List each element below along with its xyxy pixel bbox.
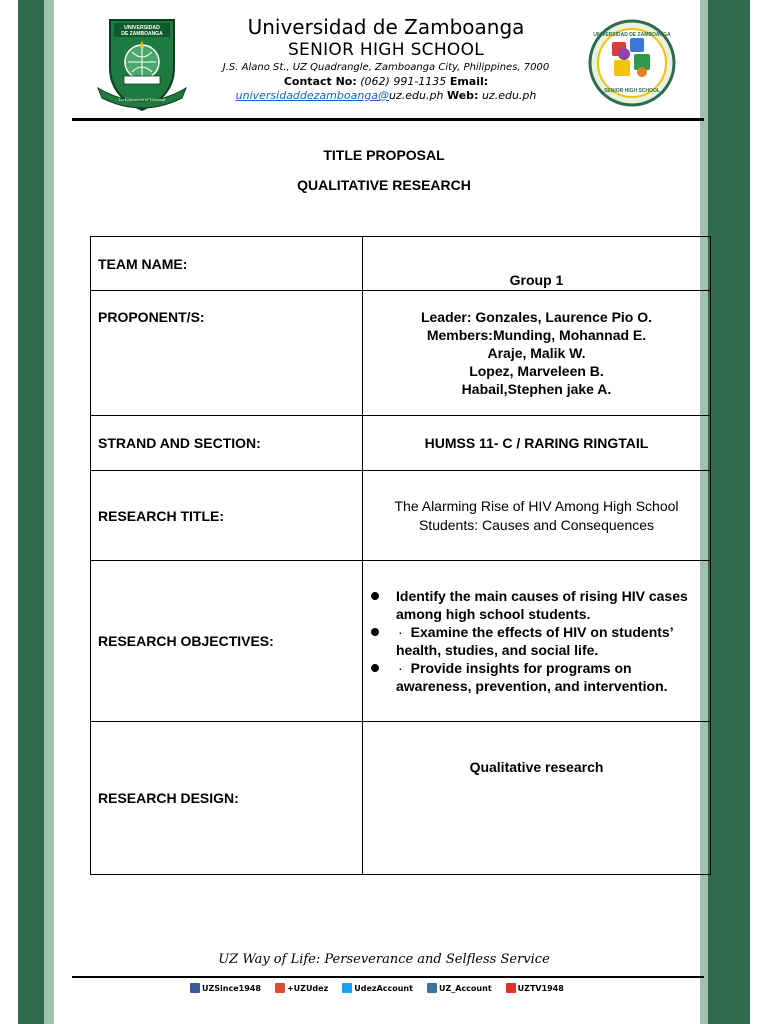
- contact-number: (062) 991-1135: [360, 75, 447, 88]
- objective-dot: ·: [398, 624, 403, 640]
- objectives-label: RESEARCH OBJECTIVES:: [91, 561, 363, 722]
- social-youtube[interactable]: [506, 983, 564, 993]
- design-label: RESEARCH DESIGN:: [91, 722, 363, 875]
- instagram-icon: [427, 983, 437, 993]
- university-name: Universidad de Zamboanga: [247, 15, 525, 39]
- objectives-list: [363, 587, 710, 695]
- social-twitter[interactable]: [342, 983, 413, 993]
- table-row: [91, 416, 711, 471]
- social-links: [190, 983, 590, 993]
- email-link[interactable]: universidaddezamboanga@: [235, 89, 390, 102]
- objectives-cell: [363, 561, 711, 722]
- table-row: [91, 561, 711, 722]
- objective-dot: ·: [398, 660, 403, 676]
- social-google-plus[interactable]: [275, 983, 328, 993]
- research-title-value: The Alarming Rise of HIV Among High School Students: Causes and Consequences: [363, 471, 711, 561]
- proponents-list: [363, 291, 711, 416]
- list-item: [371, 659, 694, 695]
- university-logo: [96, 18, 188, 119]
- list-item: [371, 587, 694, 623]
- table-row: [91, 237, 711, 291]
- table-row: [91, 722, 711, 875]
- objective-text: Identify the main causes of rising HIV cases among high school students.: [396, 588, 688, 622]
- email-web-line: [200, 89, 572, 103]
- footer-divider: [72, 976, 704, 978]
- document-title: TITLE PROPOSAL: [323, 147, 445, 163]
- social-label: UZSince1948: [202, 983, 261, 993]
- left-logo-lettering: UNIVERSIDAD: [124, 25, 160, 31]
- social-label: UdezAccount: [354, 983, 413, 993]
- objective-text: Examine the effects of HIV on students’ health, studies, and social life.: [396, 624, 673, 658]
- team-name-label: TEAM NAME:: [91, 237, 363, 291]
- header-divider: [72, 118, 704, 121]
- email-domain: uz.edu.ph: [389, 89, 444, 102]
- social-facebook[interactable]: [190, 983, 261, 993]
- right-logo-lettering: UNIVERSIDAD DE ZAMBOANGA: [593, 32, 671, 38]
- social-instagram[interactable]: [427, 983, 492, 993]
- web-label: Web:: [446, 89, 479, 102]
- list-item: [371, 623, 694, 659]
- facebook-icon: [190, 983, 200, 993]
- web-value: uz.edu.ph: [481, 89, 537, 102]
- proponent-leader: Leader: Gonzales, Laurence Pio O.: [420, 309, 653, 325]
- letterhead: [200, 14, 572, 103]
- table-row: [91, 291, 711, 416]
- google-plus-icon: [275, 983, 285, 993]
- youtube-icon: [506, 983, 516, 993]
- design-value: Qualitative research: [363, 722, 711, 875]
- senior-high-school-logo: [588, 16, 676, 115]
- social-label: +UZUdez: [286, 983, 329, 993]
- strand-value: HUMSS 11- C / RARING RINGTAIL: [363, 416, 711, 471]
- proponent-member: Lopez, Marveleen B.: [469, 363, 604, 379]
- social-label: UZ_Account: [438, 983, 492, 993]
- svg-text:SENIOR HIGH SCHOOL: SENIOR HIGH SCHOOL: [604, 88, 660, 94]
- team-name-value: Group 1: [363, 237, 711, 291]
- school-name: SENIOR HIGH SCHOOL: [287, 40, 485, 60]
- svg-text:La Educación al Libertad: La Educación al Libertad: [118, 97, 166, 102]
- contact-line: [200, 75, 572, 89]
- table-row: [91, 471, 711, 561]
- proposal-table: [90, 236, 711, 875]
- left-side-band-dark: [18, 0, 44, 1024]
- research-title-label: RESEARCH TITLE:: [91, 471, 363, 561]
- left-side-band-light: [44, 0, 54, 1024]
- proponent-member: Habail,Stephen jake A.: [461, 381, 612, 397]
- objective-text: Provide insights for programs on awareness, prevention, and intervention.: [396, 660, 668, 694]
- document-subtitle: QUALITATIVE RESEARCH: [297, 177, 471, 193]
- proponent-member: Members:Munding, Mohannad E.: [426, 327, 647, 343]
- twitter-icon: [342, 983, 352, 993]
- proponent-member: Araje, Malik W.: [487, 345, 586, 361]
- strand-label: STRAND AND SECTION:: [91, 416, 363, 471]
- svg-text:DE ZAMBOANGA: DE ZAMBOANGA: [121, 31, 163, 37]
- right-side-band-dark: [708, 0, 750, 1024]
- contact-label: Contact No:: [283, 75, 357, 88]
- school-motto: UZ Way of Life: Perseverance and Selfless Service: [218, 952, 550, 967]
- school-address: J.S. Alano St., UZ Quadrangle, Zamboanga City, Philippines, 7000: [222, 62, 550, 73]
- social-label: UZTV1948: [517, 983, 564, 993]
- proponents-label: PROPONENT/S:: [91, 291, 363, 416]
- email-label: Email:: [449, 75, 489, 88]
